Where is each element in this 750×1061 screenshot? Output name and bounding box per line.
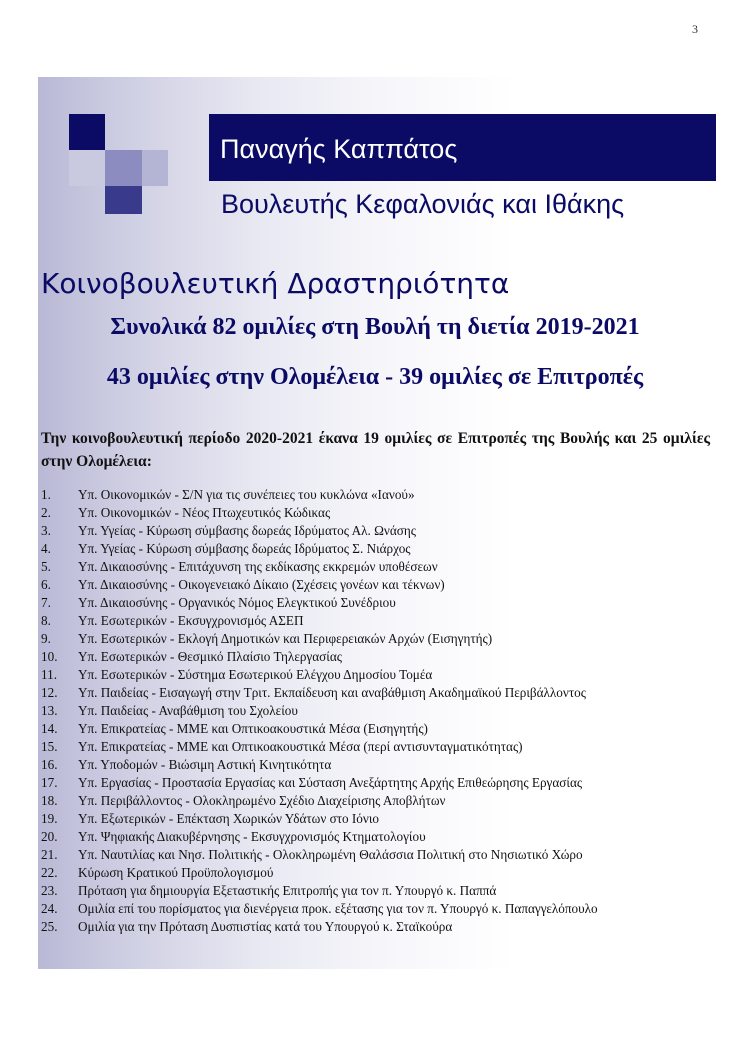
list-item-number: 5. bbox=[41, 559, 51, 574]
list-item-text: Υπ. Δικαιοσύνης - Οικογενειακό Δίκαιο (Σχέσεις γονέων και τέκνων) bbox=[78, 577, 445, 592]
list-item bbox=[41, 702, 721, 720]
speech-list bbox=[41, 486, 721, 936]
decorative-square bbox=[105, 186, 142, 214]
list-item-text: Υπ. Υποδομών - Βιώσιμη Αστική Κινητικότητα bbox=[78, 757, 332, 772]
intro-paragraph: Την κοινοβουλευτική περίοδο 2020-2021 έκανα 19 ομιλίες σε Επιτροπές της Βουλής και 25 ομιλίες στην Ολομέλεια: bbox=[41, 430, 710, 470]
list-item bbox=[41, 558, 721, 576]
list-item-number: 22. bbox=[41, 865, 58, 880]
list-item-number: 6. bbox=[41, 577, 51, 592]
list-item-number: 24. bbox=[41, 901, 58, 916]
speeches-split-line: 43 ομιλίες στην Ολομέλεια - 39 ομιλίες σε Επιτροπές bbox=[106, 364, 644, 390]
list-item bbox=[41, 882, 721, 900]
list-item bbox=[41, 630, 721, 648]
list-item-number: 10. bbox=[41, 649, 58, 664]
list-item-text: Υπ. Δικαιοσύνης - Οργανικός Νόμος Ελεγκτικού Συνέδριου bbox=[78, 595, 396, 610]
list-item-number: 21. bbox=[41, 847, 58, 862]
list-item-text: Υπ. Επικρατείας - ΜΜΕ και Οπτικοακουστικά Μέσα (περί αντισυνταγματικότητας) bbox=[78, 739, 523, 754]
list-item-number: 1. bbox=[41, 487, 51, 502]
list-item bbox=[41, 666, 721, 684]
list-item bbox=[41, 846, 721, 864]
list-item-number: 7. bbox=[41, 595, 51, 610]
list-item-number: 12. bbox=[41, 685, 58, 700]
list-item-text: Υπ. Εργασίας - Προστασία Εργασίας και Σύσταση Ανεξάρτητης Αρχής Επιθεώρησης Εργασίας bbox=[78, 775, 583, 790]
list-item bbox=[41, 612, 721, 630]
list-item bbox=[41, 504, 721, 522]
list-item bbox=[41, 684, 721, 702]
list-item-text: Υπ. Υγείας - Κύρωση σύμβασης δωρεάς Ιδρύματος Αλ. Ωνάσης bbox=[78, 523, 416, 538]
list-item bbox=[41, 774, 721, 792]
list-item bbox=[41, 792, 721, 810]
list-item-number: 2. bbox=[41, 505, 51, 520]
list-item-text: Υπ. Οικονομικών - Σ/Ν για τις συνέπειες του κυκλώνα «Ιανού» bbox=[78, 487, 415, 502]
list-item-number: 18. bbox=[41, 793, 58, 808]
page-number: 3 bbox=[692, 22, 698, 36]
section-headline: Κοινοβουλευτική Δραστηριότητα bbox=[41, 267, 510, 300]
list-item bbox=[41, 900, 721, 918]
total-speeches-line: Συνολικά 82 ομιλίες στη Βουλή τη διετία 2019-2021 bbox=[110, 314, 640, 340]
list-item bbox=[41, 486, 721, 504]
decorative-square bbox=[105, 150, 142, 186]
list-item-text: Υπ. Επικρατείας - ΜΜΕ και Οπτικοακουστικά Μέσα (Εισηγητής) bbox=[78, 721, 428, 736]
list-item-text: Ομιλία για την Πρόταση Δυσπιστίας κατά του Υπουργού κ. Σταϊκούρα bbox=[78, 919, 453, 934]
list-item-text: Υπ. Ψηφιακής Διακυβέρνησης - Εκσυγχρονισμός Κτηματολογίου bbox=[78, 829, 426, 844]
list-item-text: Υπ. Εσωτερικών - Εκλογή Δημοτικών και Περιφερειακών Αρχών (Εισηγητής) bbox=[78, 631, 493, 646]
list-item-number: 14. bbox=[41, 721, 58, 736]
list-item-number: 23. bbox=[41, 883, 58, 898]
list-item bbox=[41, 522, 721, 540]
list-item-number: 15. bbox=[41, 739, 58, 754]
list-item bbox=[41, 918, 721, 936]
list-item-number: 4. bbox=[41, 541, 51, 556]
list-item-text: Υπ. Οικονομικών - Νέος Πτωχευτικός Κώδικας bbox=[78, 505, 331, 520]
list-item-number: 17. bbox=[41, 775, 58, 790]
list-item-text: Υπ. Παιδείας - Αναβάθμιση του Σχολείου bbox=[78, 703, 298, 718]
list-item bbox=[41, 810, 721, 828]
list-item-text: Υπ. Ναυτιλίας και Νησ. Πολιτικής - Ολοκληρωμένη Θαλάσσια Πολιτική στο Νησιωτικό Χώρο bbox=[78, 847, 583, 862]
list-item-text: Υπ. Εσωτερικών - Θεσμικό Πλαίσιο Τηλεργασίας bbox=[78, 649, 342, 664]
list-item-text: Υπ. Εξωτερικών - Επέκταση Χωρικών Υδάτων στο Ιόνιο bbox=[78, 811, 379, 826]
list-item bbox=[41, 756, 721, 774]
list-item bbox=[41, 648, 721, 666]
list-item-number: 11. bbox=[41, 667, 57, 682]
list-item-number: 8. bbox=[41, 613, 51, 628]
list-item-text: Υπ. Δικαιοσύνης - Επιτάχυνση της εκδίκασης εκκρεμών υποθέσεων bbox=[78, 559, 438, 574]
list-item-number: 3. bbox=[41, 523, 51, 538]
list-item-text: Υπ. Εσωτερικών - Εκσυγχρονισμός ΑΣΕΠ bbox=[78, 613, 304, 628]
mp-role: Βουλευτής Κεφαλονιάς και Ιθάκης bbox=[221, 189, 625, 219]
list-item-text: Ομιλία επί του πορίσματος για διενέργεια προκ. εξέτασης για τον π. Υπουργό κ. Παπαγγελόπουλο bbox=[78, 901, 598, 916]
list-item-number: 13. bbox=[41, 703, 58, 718]
list-item-text: Υπ. Υγείας - Κύρωση σύμβασης δωρεάς Ιδρύματος Σ. Νιάρχος bbox=[78, 541, 411, 556]
list-item-text: Κύρωση Κρατικού Προϋπολογισμού bbox=[78, 865, 274, 880]
list-item-text: Υπ. Εσωτερικών - Σύστημα Εσωτερικού Ελέγχου Δημοσίου Τομέα bbox=[78, 667, 433, 682]
decorative-square bbox=[69, 114, 105, 150]
list-item bbox=[41, 828, 721, 846]
decorative-square bbox=[142, 150, 168, 186]
list-item bbox=[41, 594, 721, 612]
list-item bbox=[41, 540, 721, 558]
list-item-text: Πρόταση για δημιουργία Εξεταστικής Επιτροπής για τον π. Υπουργό κ. Παππά bbox=[78, 883, 497, 898]
list-item-number: 16. bbox=[41, 757, 58, 772]
decorative-square bbox=[69, 150, 105, 186]
mp-name: Παναγής Καππάτος bbox=[220, 134, 458, 164]
list-item-number: 20. bbox=[41, 829, 58, 844]
list-item-text: Υπ. Παιδείας - Εισαγωγή στην Τριτ. Εκπαίδευση και αναβάθμιση Ακαδημαϊκού Περιβάλλοντος bbox=[78, 685, 586, 700]
list-item bbox=[41, 720, 721, 738]
list-item bbox=[41, 576, 721, 594]
list-item-number: 9. bbox=[41, 631, 51, 646]
list-item-number: 19. bbox=[41, 811, 58, 826]
list-item bbox=[41, 738, 721, 756]
list-item-text: Υπ. Περιβάλλοντος - Ολοκληρωμένο Σχέδιο Διαχείρισης Αποβλήτων bbox=[78, 793, 446, 808]
list-item-number: 25. bbox=[41, 919, 58, 934]
list-item bbox=[41, 864, 721, 882]
